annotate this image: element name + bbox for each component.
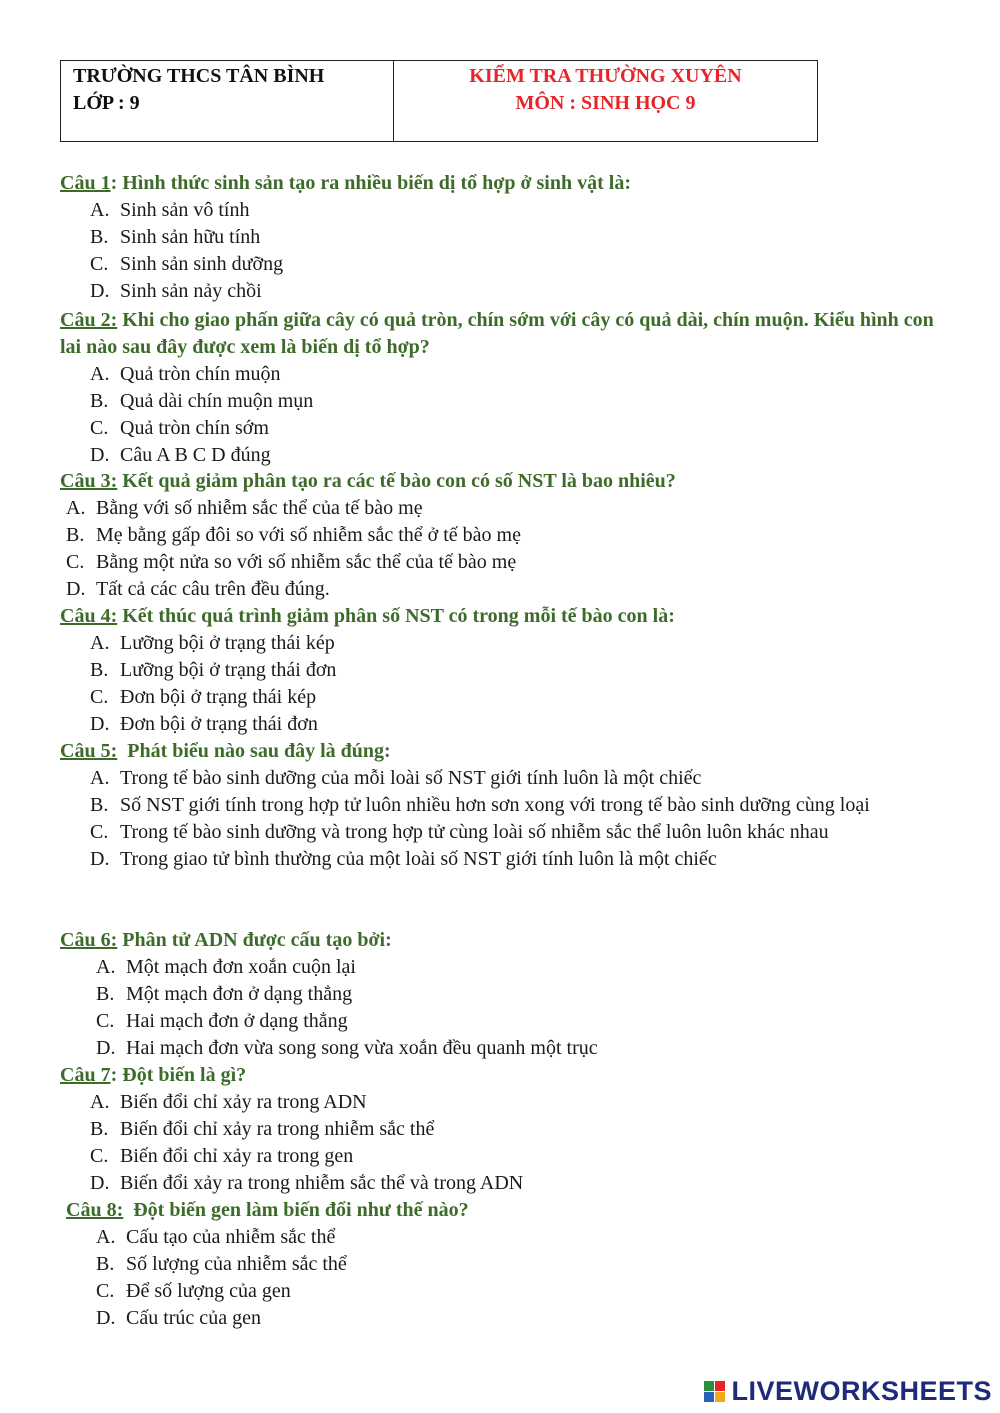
answer-option[interactable] — [90, 251, 940, 278]
option-text: Đơn bội ở trạng thái đơn — [120, 713, 318, 735]
option-letter: A. — [90, 632, 110, 654]
option-letter: C. — [66, 551, 85, 573]
question-separator: : — [110, 1064, 118, 1086]
question-title — [60, 927, 940, 954]
answer-options — [60, 954, 940, 1062]
answer-option[interactable] — [96, 1251, 940, 1278]
answer-option[interactable] — [96, 981, 940, 1008]
question-text: Phát biểu nào sau đây là đúng: — [117, 740, 391, 762]
question-text: Khi cho giao phấn giữa cây có quả tròn, chín sớm với cây có quả dài, chín muộn. Kiểu hình con lai nào sau đây được xem là biến dị tổ hợp? — [60, 309, 939, 358]
answer-option[interactable] — [96, 1278, 940, 1305]
question-title — [60, 468, 940, 495]
question-number: Câu 5: — [60, 740, 118, 762]
answer-option[interactable] — [96, 1224, 940, 1251]
liveworksheets-logo — [704, 1376, 992, 1407]
answer-option[interactable] — [96, 1035, 940, 1062]
question-text: Hình thức sinh sản tạo ra nhiều biến dị tổ hợp ở sinh vật là: — [117, 172, 631, 194]
answer-option[interactable] — [90, 1143, 940, 1170]
header-table — [60, 60, 818, 142]
option-letter: A. — [90, 1091, 110, 1113]
question-number: Câu 4: — [60, 605, 118, 627]
option-text: Sinh sản hữu tính — [120, 226, 261, 248]
question-title — [60, 738, 940, 765]
option-text: Tất cả các câu trên đều đúng. — [96, 578, 330, 600]
question-number: Câu 2: — [60, 309, 118, 331]
option-letter: C. — [90, 1145, 109, 1167]
option-letter: D. — [96, 1037, 116, 1059]
question-3 — [60, 468, 940, 603]
answer-options — [60, 361, 940, 469]
option-letter: B. — [90, 226, 109, 248]
question-5 — [60, 738, 940, 873]
option-letter: B. — [96, 983, 115, 1005]
option-text: Quả tròn chín muộn — [120, 363, 281, 385]
option-text: Một mạch đơn ở dạng thẳng — [126, 983, 353, 1005]
school-name: TRƯỜNG THCS TÂN BÌNH — [73, 65, 325, 87]
answer-option[interactable] — [66, 522, 940, 549]
question-text: Kết thúc quá trình giảm phân số NST có trong mỗi tế bào con là: — [117, 605, 675, 627]
option-text: Bằng một nửa so với số nhiễm sắc thể của tế bào mẹ — [96, 551, 517, 573]
option-letter: C. — [96, 1280, 115, 1302]
option-letter: A. — [90, 363, 110, 385]
answer-option[interactable] — [90, 1089, 940, 1116]
option-letter: D. — [90, 848, 110, 870]
exam-info — [394, 61, 817, 141]
answer-options — [60, 495, 940, 603]
option-letter: C. — [90, 686, 109, 708]
option-text: Sinh sản sinh dưỡng — [120, 253, 284, 275]
answer-option[interactable] — [96, 1305, 940, 1332]
option-text: Cấu trúc của gen — [126, 1307, 261, 1329]
option-letter: C. — [90, 417, 109, 439]
option-text: Lưỡng bội ở trạng thái kép — [120, 632, 335, 654]
answer-options — [60, 1089, 940, 1197]
option-text: Quả dài chín muộn mụn — [120, 390, 314, 412]
question-title — [60, 307, 940, 361]
question-text: Phân tử ADN được cấu tạo bởi: — [117, 929, 392, 951]
question-text: Đột biến gen làm biến đổi như thế nào? — [123, 1199, 469, 1221]
answer-option[interactable] — [90, 765, 940, 792]
option-text: Hai mạch đơn vừa song song vừa xoắn đều quanh một trục — [126, 1037, 598, 1059]
option-text: Biến đổi chỉ xảy ra trong gen — [120, 1145, 354, 1167]
answer-option[interactable] — [90, 684, 940, 711]
question-number: Câu 7 — [60, 1064, 111, 1086]
question-7 — [60, 1062, 940, 1197]
logo-blocks-icon — [704, 1381, 725, 1402]
answer-option[interactable] — [66, 495, 940, 522]
option-text: Số lượng của nhiễm sắc thể — [126, 1253, 347, 1275]
question-text: Đột biến là gì? — [117, 1064, 247, 1086]
answer-option[interactable] — [66, 576, 940, 603]
option-letter: D. — [90, 280, 110, 302]
option-letter: A. — [96, 956, 116, 978]
option-text: Hai mạch đơn ở dạng thẳng — [126, 1010, 348, 1032]
answer-option[interactable] — [90, 792, 940, 819]
question-title — [60, 1062, 940, 1089]
exam-title: KIỂM TRA THƯỜNG XUYÊN — [469, 65, 742, 87]
grade-label: LỚP : 9 — [73, 92, 140, 114]
answer-options — [60, 1224, 940, 1332]
option-letter: D. — [90, 1172, 110, 1194]
option-text: Trong tế bào sinh dưỡng và trong hợp tử cùng loài số nhiễm sắc thể luôn luôn khác nhau — [120, 821, 829, 843]
question-number: Câu 3: — [60, 470, 118, 492]
answer-options — [60, 765, 940, 873]
question-4 — [60, 603, 940, 738]
question-number: Câu 8: — [66, 1199, 124, 1221]
answer-option[interactable] — [90, 657, 940, 684]
option-letter: C. — [90, 821, 109, 843]
option-text: Trong tế bào sinh dưỡng của mỗi loài số NST giới tính luôn là một chiếc — [120, 767, 702, 789]
option-text: Biến đổi chỉ xảy ra trong nhiễm sắc thể — [120, 1118, 435, 1140]
question-separator: : — [110, 172, 118, 194]
option-letter: C. — [90, 253, 109, 275]
option-text: Câu A B C D đúng — [120, 444, 271, 466]
option-letter: B. — [90, 390, 109, 412]
answer-options — [60, 630, 940, 738]
answer-option[interactable] — [90, 630, 940, 657]
answer-option[interactable] — [90, 442, 940, 469]
option-letter: A. — [90, 199, 110, 221]
question-text: Kết quả giảm phân tạo ra các tế bào con có số NST là bao nhiêu? — [117, 470, 676, 492]
answer-option[interactable] — [96, 954, 940, 981]
answer-option[interactable] — [90, 819, 940, 846]
answer-option[interactable] — [90, 278, 940, 305]
option-letter: D. — [90, 444, 110, 466]
option-letter: D. — [90, 713, 110, 735]
answer-option[interactable] — [96, 1008, 940, 1035]
option-text: Lưỡng bội ở trạng thái đơn — [120, 659, 337, 681]
option-letter: B. — [66, 524, 85, 546]
answer-option[interactable] — [90, 1116, 940, 1143]
answer-option[interactable] — [90, 388, 940, 415]
option-letter: B. — [90, 659, 109, 681]
question-title — [60, 1197, 940, 1224]
option-letter: C. — [96, 1010, 115, 1032]
question-1 — [60, 170, 940, 305]
answer-options — [60, 197, 940, 305]
option-text: Đơn bội ở trạng thái kép — [120, 686, 317, 708]
answer-option[interactable] — [90, 711, 940, 738]
answer-option[interactable] — [90, 361, 940, 388]
option-text: Để số lượng của gen — [126, 1280, 291, 1302]
question-number: Câu 1 — [60, 172, 111, 194]
option-text: Mẹ bằng gấp đôi so với số nhiễm sắc thể ở tế bào mẹ — [96, 524, 521, 546]
option-text: Trong giao tử bình thường của một loài số NST giới tính luôn là một chiếc — [120, 848, 717, 870]
question-6 — [60, 927, 940, 1062]
answer-option[interactable] — [90, 846, 940, 873]
option-text: Biến đổi chỉ xảy ra trong ADN — [120, 1091, 367, 1113]
question-2 — [60, 307, 940, 469]
option-text: Một mạch đơn xoắn cuộn lại — [126, 956, 356, 978]
school-info — [61, 61, 394, 141]
option-letter: B. — [90, 794, 109, 816]
option-letter: B. — [96, 1253, 115, 1275]
answer-option[interactable] — [90, 1170, 940, 1197]
option-text: Số NST giới tính trong hợp tử luôn nhiều hơn sơn xong với trong tế bào sinh dưỡng cùng loại — [120, 794, 870, 816]
option-text: Sinh sản nảy chồi — [120, 280, 262, 302]
option-letter: B. — [90, 1118, 109, 1140]
answer-option[interactable] — [66, 549, 940, 576]
option-letter: D. — [96, 1307, 116, 1329]
question-title — [60, 170, 940, 197]
option-text: Quả tròn chín sớm — [120, 417, 269, 439]
logo-text: LIVEWORKSHEETS — [731, 1376, 992, 1406]
option-text: Sinh sản vô tính — [120, 199, 250, 221]
option-letter: A. — [90, 767, 110, 789]
subject-label: MÔN : SINH HỌC 9 — [515, 92, 696, 114]
option-text: Biến đổi xảy ra trong nhiễm sắc thể và trong ADN — [120, 1172, 524, 1194]
option-letter: A. — [96, 1226, 116, 1248]
option-text: Bằng với số nhiễm sắc thể của tế bào mẹ — [96, 497, 423, 519]
question-title — [60, 603, 940, 630]
question-8 — [60, 1197, 940, 1332]
answer-option[interactable] — [90, 415, 940, 442]
answer-option[interactable] — [90, 224, 940, 251]
option-text: Cấu tạo của nhiễm sắc thể — [126, 1226, 336, 1248]
option-letter: D. — [66, 578, 86, 600]
option-letter: A. — [66, 497, 86, 519]
question-number: Câu 6: — [60, 929, 118, 951]
answer-option[interactable] — [90, 197, 940, 224]
